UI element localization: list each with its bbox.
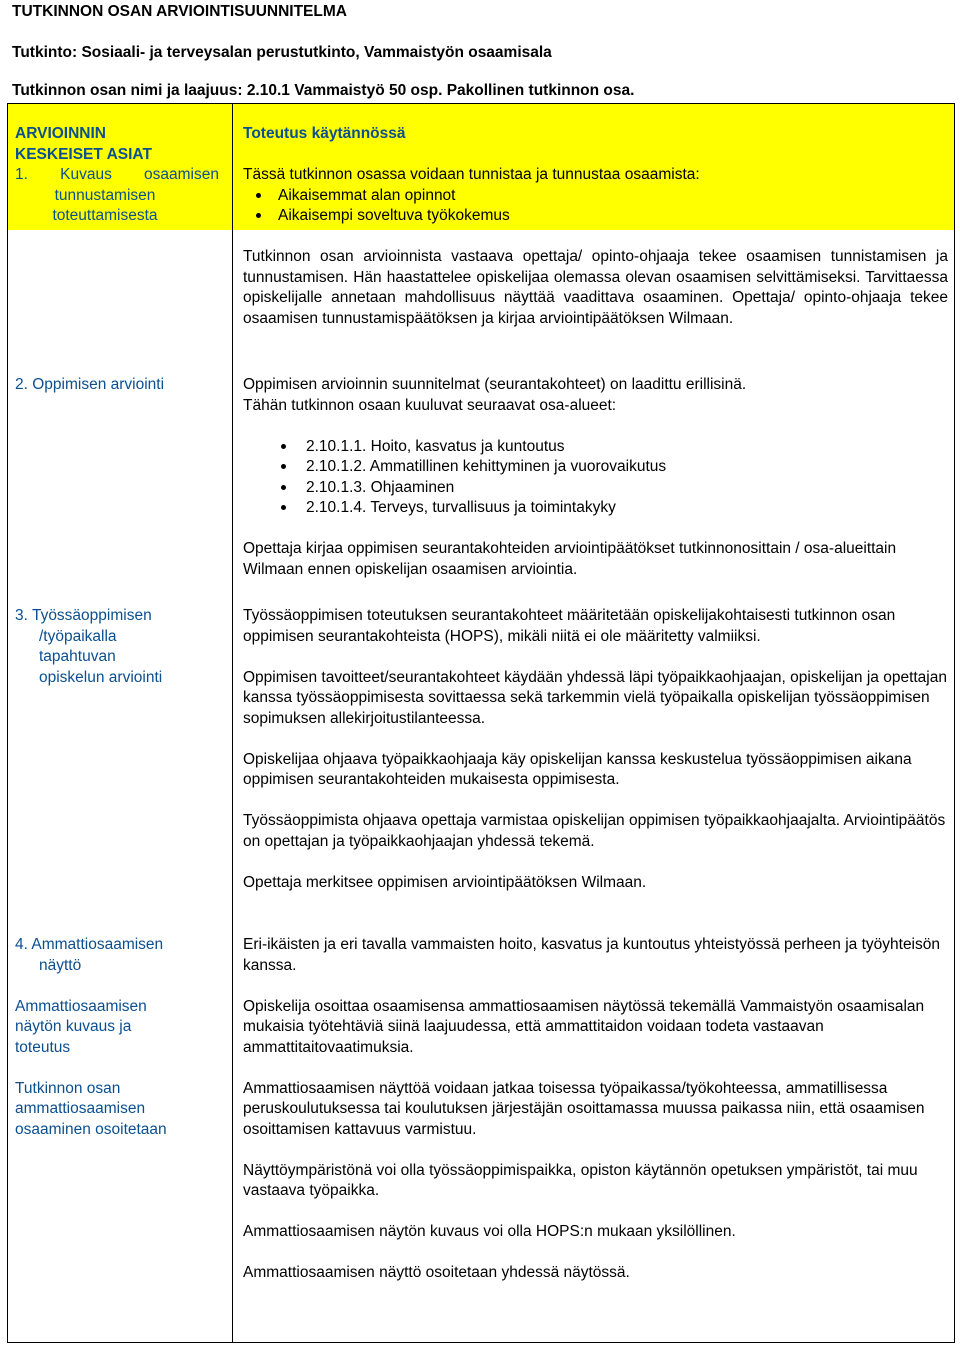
row4-label-b-line2: näytön kuvaus ja xyxy=(15,1018,132,1035)
row3-label-line4: opiskelun arviointi xyxy=(39,668,163,686)
row1-label-word1: Kuvaus xyxy=(60,166,112,183)
row4-paragraph: Ammattiosaamisen näyttö osoitetaan yhdessä näytössä. xyxy=(243,1264,630,1281)
row4-paragraph: Näyttöympäristönä voi olla työssäoppimispaikka, opiston käytännön opetuksen ympäristöt, tai muu vastaava työpaikka. xyxy=(243,1161,918,1199)
row3-label-line3: tapahtuvan xyxy=(39,648,116,665)
row1-intro: Tässä tutkinnon osassa voidaan tunnistaa ja tunnustaa osaamista: xyxy=(243,166,700,183)
row4-label-c-line1: Tutkinnon osan xyxy=(15,1079,121,1097)
row1-content xyxy=(243,165,948,329)
col1-header-line1: ARVIOINNIN xyxy=(15,125,107,142)
row2-paragraph: Opettaja kirjaa oppimisen seurantakohteiden arviointipäätökset tutkinnonosittain / osa-alueittain Wilmaan ennen opiskelijan osaamisen arviointia. xyxy=(243,540,897,578)
row4-label-a xyxy=(15,935,219,976)
row1-label-num: 1. xyxy=(15,166,28,183)
row2-bullet: 2.10.1.2. Ammatillinen kehittyminen ja vuorovaikutus xyxy=(268,457,948,478)
row3-paragraph: Opettaja merkitsee oppimisen arviointipäätöksen Wilmaan. xyxy=(243,873,647,891)
row2-bullet-list xyxy=(243,437,948,519)
row1-label-line2: tunnustamisen xyxy=(54,186,156,204)
row1-bullet: Aikaisemmat alan opinnot xyxy=(243,186,948,207)
row2-bullet: 2.10.1.3. Ohjaaminen xyxy=(268,478,948,499)
row4-label-c-line3: osaaminen osoitetaan xyxy=(15,1120,167,1138)
row4-paragraph: Ammattiosaamisen näytön kuvaus voi olla HOPS:n mukaan yksilöllinen. xyxy=(243,1223,736,1240)
row2-bullet: 2.10.1.4. Terveys, turvallisuus ja toimintakyky xyxy=(268,498,948,519)
row3-label-line1: 3. Työssäoppimisen xyxy=(15,607,152,624)
row2-bullet: 2.10.1.1. Hoito, kasvatus ja kuntoutus xyxy=(268,437,948,458)
row4-label-c-line2: ammattiosaamisen xyxy=(15,1100,146,1117)
unit-line: Tutkinnon osan nimi ja laajuus: 2.10.1 Vammaistyö 50 osp. Pakollinen tutkinnon osa. xyxy=(12,82,635,99)
row1-bullet: Aikaisempi soveltuva työkokemus xyxy=(243,206,948,227)
row3-label xyxy=(15,606,219,688)
row4-label xyxy=(15,935,219,1140)
row4-label-b-line3: toteutus xyxy=(15,1038,71,1056)
row4-label-b-line1: Ammattiosaamisen xyxy=(15,997,147,1015)
row4-paragraph: Eri-ikäisten ja eri tavalla vammaisten hoito, kasvatus ja kuntoutus yhteistyössä perheen ja työyhteisön kanssa. xyxy=(243,936,940,974)
row3-paragraph: Oppimisen tavoitteet/seurantakohteet käydään yhdessä läpi työpaikkaohjaajan, opiskelijan ja opettajan kanssa työssäoppimisesta sovittaessa sekä tarkemmin vielä työpaikalla opiskelijan työssäoppimisen sopimuksen allekirjoitustilanteessa. xyxy=(243,668,947,727)
row1-label-line3: toteuttamisesta xyxy=(52,207,158,224)
row1-label-word2: osaamisen xyxy=(144,166,219,183)
row1-label-line1 xyxy=(15,165,219,186)
row4-label-b xyxy=(15,997,219,1059)
row4-label-a-line2: näyttö xyxy=(39,956,82,974)
document-title: TUTKINNON OSAN ARVIOINTISUUNNITELMA xyxy=(12,3,347,20)
row3-paragraph: Opiskelijaa ohjaava työpaikkaohjaaja käy opiskelijan kanssa keskustelua työssäoppimisen aikana oppimisen seurantakohteiden mukaisesta oppimisesta. xyxy=(243,750,912,788)
row4-content xyxy=(243,935,948,1284)
row2-line2: Tähän tutkinnon osaan kuuluvat seuraavat osa-alueet: xyxy=(243,396,617,414)
row2-content xyxy=(243,375,948,580)
col1-header-line2: KESKEISET ASIAT xyxy=(15,145,152,163)
row3-label-line2: /työpaikalla xyxy=(39,627,117,645)
col1-header xyxy=(15,124,219,165)
row4-paragraph: Ammattiosaamisen näyttöä voidaan jatkaa toisessa työpaikassa/työkohteessa, ammatillisessa peruskoulutuksessa tai koulutuksen järjestäjän osoittamassa muussa paikassa niin, että osaamisen osoittamisen kattavuus varmistuu. xyxy=(243,1079,925,1138)
row1-bullet-list xyxy=(243,186,948,227)
row2-label: 2. Oppimisen arviointi xyxy=(15,376,165,393)
row3-content xyxy=(243,606,948,893)
row1-label xyxy=(15,165,219,227)
row3-paragraph: Työssäoppimista ohjaava opettaja varmistaa opiskelijan oppimisen työpaikkaohjaajalta. Arviointipäätös on opettajan ja työpaikkaohjaajan yhdessä tekemä. xyxy=(243,812,946,850)
degree-line: Tutkinto: Sosiaali- ja terveysalan perustutkinto, Vammaistyön osaamisala xyxy=(12,44,552,61)
column-divider xyxy=(232,104,233,1342)
row4-label-c xyxy=(15,1079,219,1141)
col2-header: Toteutus käytännössä xyxy=(243,125,406,142)
row4-label-a-line1: 4. Ammattiosaamisen xyxy=(15,936,164,953)
row3-paragraph: Työssäoppimisen toteutuksen seurantakohteet määritetään opiskelijakohtaisesti tutkinnon osan oppimisen seurantakohteista (HOPS), mikäli niitä ei ole määritetty valmiiksi. xyxy=(243,607,896,645)
assessment-table xyxy=(7,103,955,1343)
row2-line1: Oppimisen arvioinnin suunnitelmat (seurantakohteet) on laadittu erillisinä. xyxy=(243,376,747,393)
row1-paragraph: Tutkinnon osan arvioinnista vastaava opettaja/ opinto-ohjaaja tekee osaamisen tunnistamisen ja tunnustamisen. Hän haastattelee opiskelijaa olemassa olevan osaamisen selvittämiseksi. Tarvittaessa opiskelijalle annetaan mahdollisuus näyttää vaadittava osaaminen. Opettaja/ opinto-ohjaaja tekee osaamisen tunnustamispäätöksen ja kirjaa arviointipäätöksen Wilmaan. xyxy=(243,248,948,327)
row4-paragraph: Opiskelija osoittaa osaamisensa ammattiosaamisen näytössä tekemällä Vammaistyön osaamisalan mukaisia työtehtäviä siinä laajuudessa, että ammattitaidon voidaan todeta vastaavan ammattitaitovaatimuksia. xyxy=(243,997,925,1056)
